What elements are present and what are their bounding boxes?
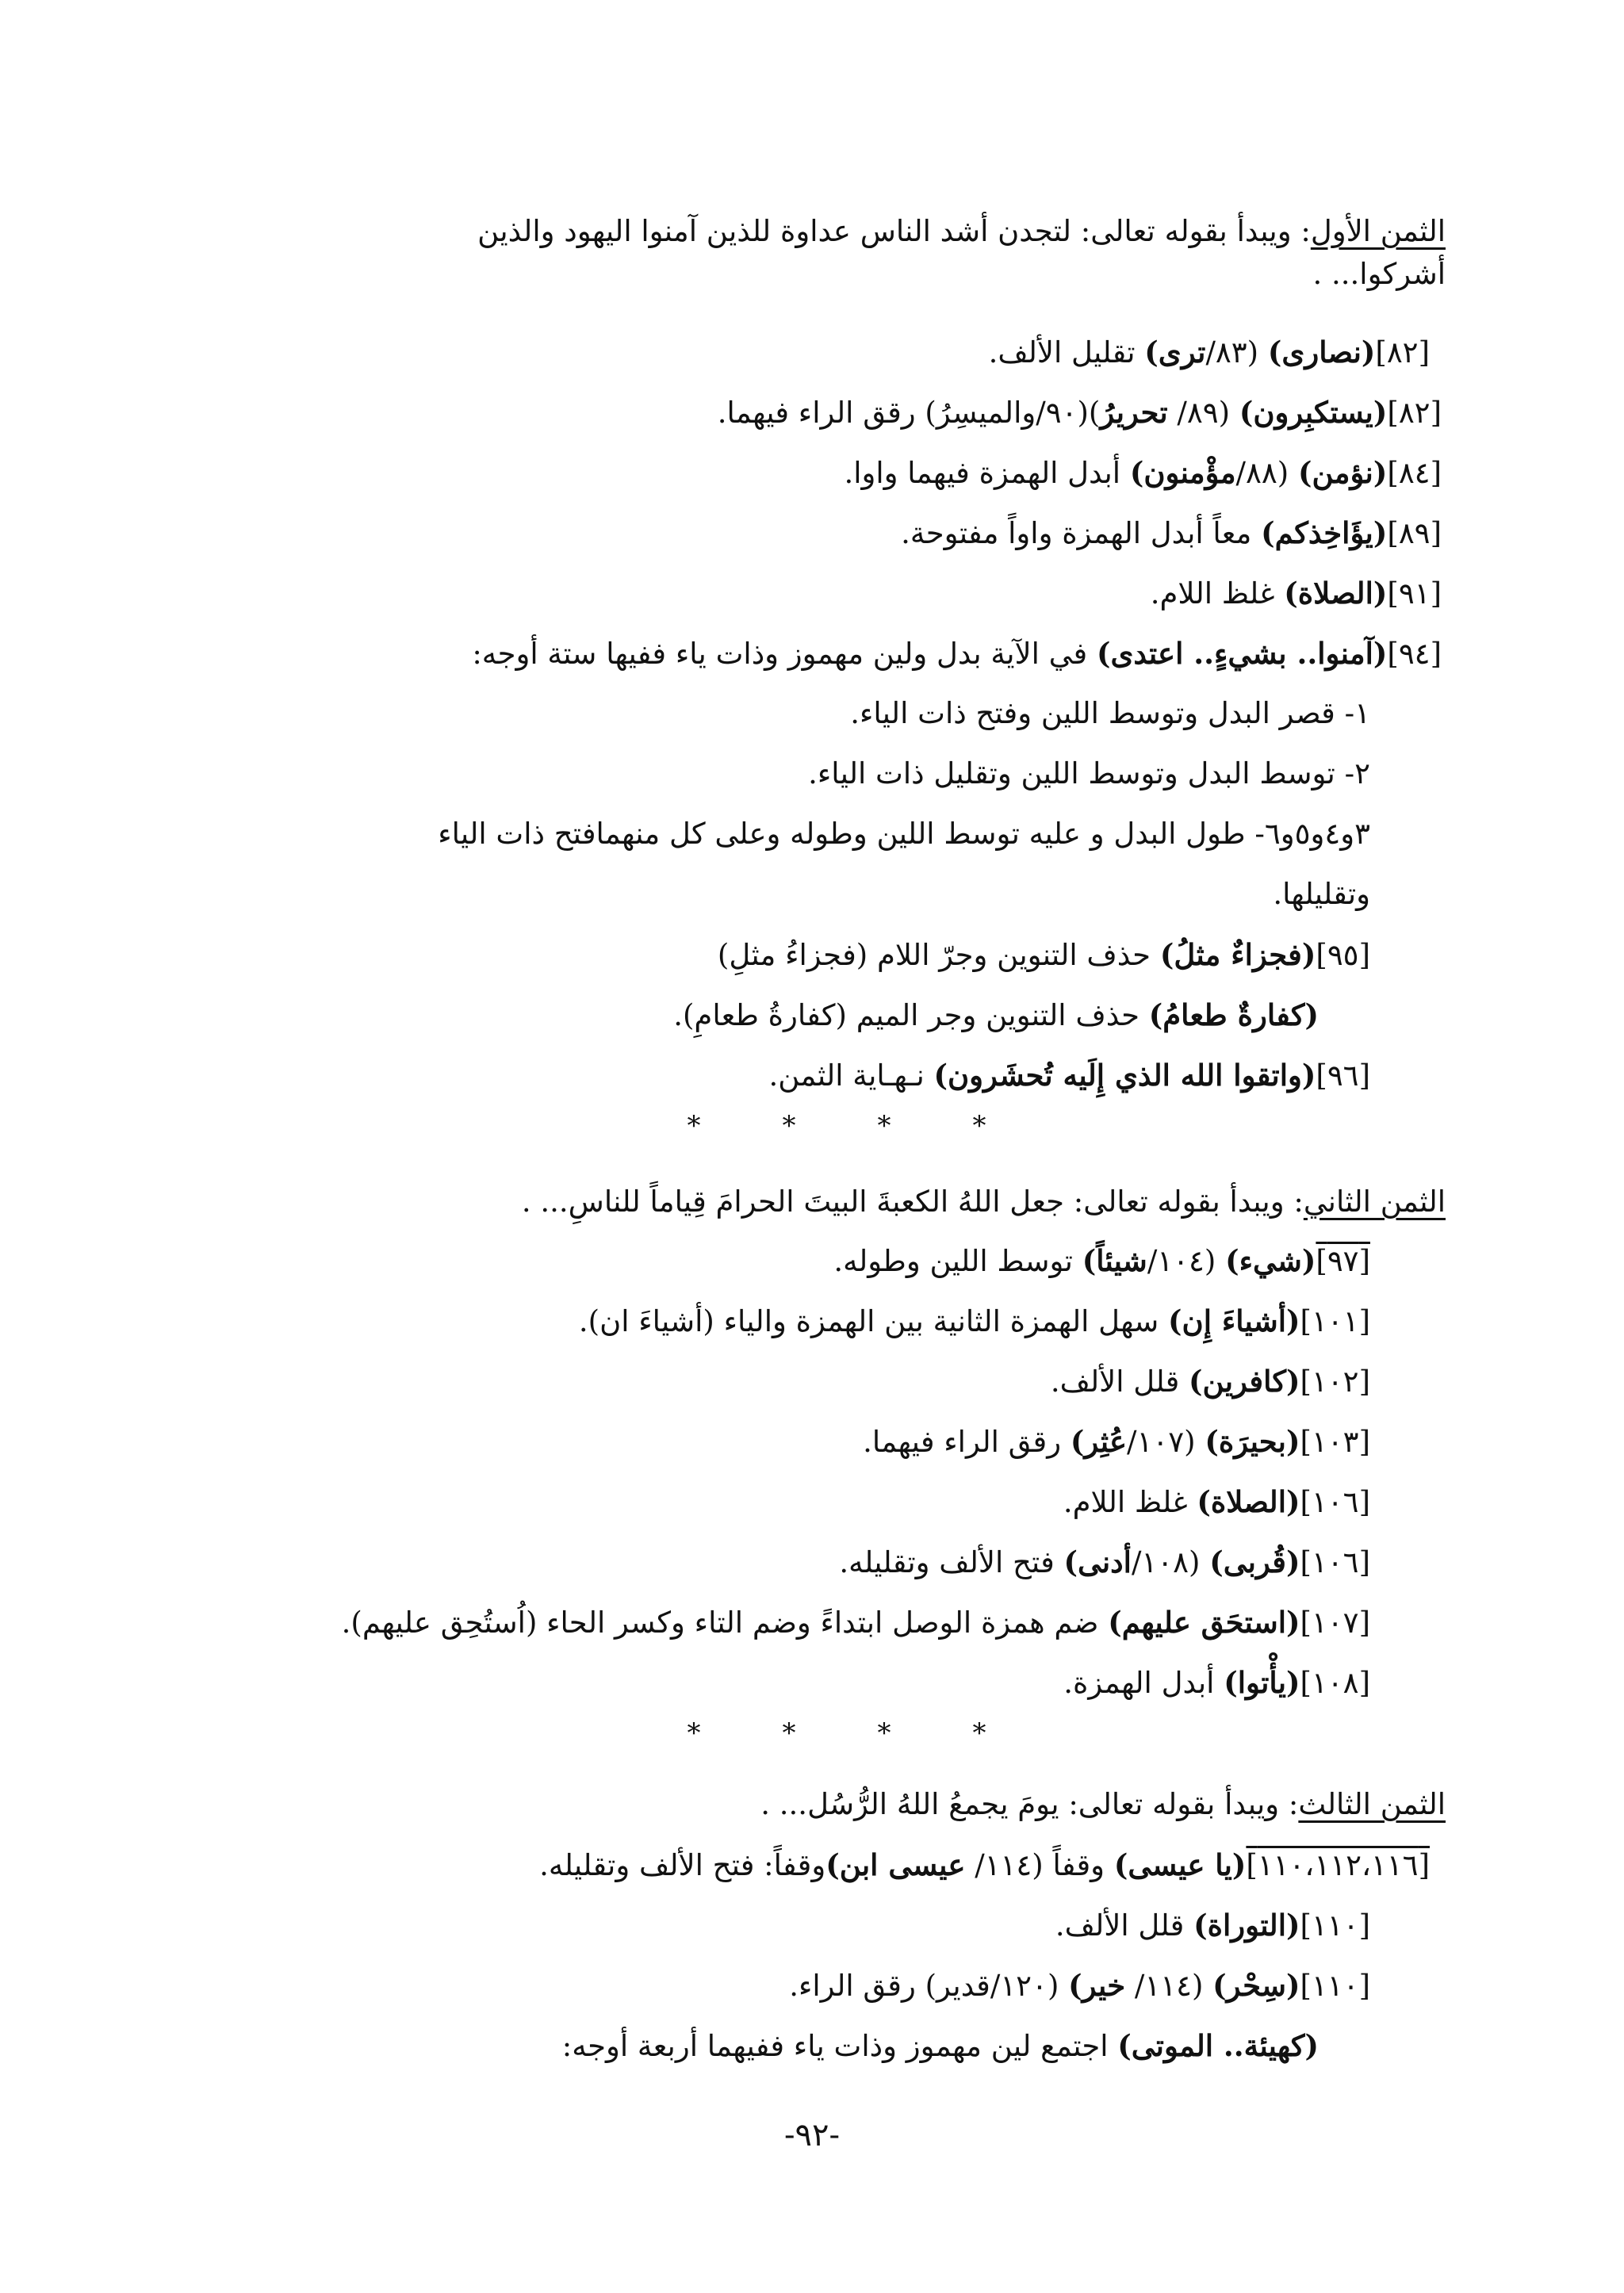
entry-line: [673, 991, 1319, 1039]
entry-line: [342, 1598, 1370, 1646]
entry-line: [718, 931, 1370, 978]
section1-intro-text: : ويبدأ بقوله تعالى: لتجدن أشد الناس عداوة للذين آمنوا اليهود والذين: [477, 214, 1311, 248]
term: (فجزاءٌ مثلُ): [1159, 937, 1316, 972]
term: ترى): [1144, 335, 1206, 369]
section1-intro: [477, 208, 1446, 255]
star: *: [782, 1110, 796, 1142]
star: *: [877, 1110, 891, 1142]
section3-label: الثمن الثالث: [1298, 1787, 1446, 1821]
entry-line: [1063, 1478, 1370, 1525]
entry-line: [789, 1962, 1370, 2009]
rule: أبدل الهمزة.: [1063, 1666, 1224, 1700]
term: (سِحْر): [1212, 1968, 1300, 2003]
term: (استحَق عليهم): [1108, 1605, 1300, 1640]
rule: غلظ اللام.: [1063, 1485, 1197, 1519]
list-item: ١- قصر البدل وتوسط اللين وفتح ذات الياء.: [850, 696, 1370, 730]
list-item: ٣و٤و٥و٦- طول البدل و عليه توسط اللين وطوله وعلى كل منهمافتح ذات الياء: [438, 817, 1370, 851]
star: *: [972, 1110, 986, 1142]
ref: [٩٦]: [1316, 1058, 1370, 1093]
term: (الصلاة): [1197, 1484, 1300, 1519]
term: (التوراة): [1193, 1908, 1300, 1943]
list-item: ٢- توسط البدل وتوسط اللين وتقليل ذات الياء.: [808, 756, 1370, 790]
mid: (٨٩/: [1167, 396, 1239, 430]
term: (كافرين): [1189, 1364, 1300, 1399]
rule: ضم همزة الوصل ابتداءً وضم التاء وكسر الحاء (اُستُحِق عليهم).: [341, 1606, 1109, 1640]
term: شيئاً): [1082, 1243, 1147, 1278]
rule: اجتمع لين مهموز وذات ياء ففيهما أربعة أوجه:: [561, 2029, 1118, 2063]
term: (يأْتوا): [1224, 1665, 1300, 1700]
ref: [٨٤]: [1387, 456, 1442, 490]
entry-line: [1051, 1357, 1370, 1405]
entry-line: [562, 2022, 1319, 2069]
term: (نصارى): [1267, 335, 1376, 369]
rule: نـهـاية الثمن.: [768, 1058, 934, 1093]
entry-line: [1055, 1901, 1370, 1949]
rule: في الآية بدل ولين مهموز وذات ياء ففيها ستة أوجه:: [472, 637, 1097, 671]
ref: [١٠٢]: [1300, 1365, 1370, 1399]
entry-line: [844, 449, 1442, 496]
rule: (١٢٠/قدير) رقق الراء.: [789, 1969, 1069, 2003]
section2-label: الثمن الثاني: [1303, 1185, 1446, 1219]
term: (كفارةٌ طعامُ): [1148, 997, 1319, 1032]
term: (بحيرَة): [1205, 1424, 1300, 1459]
rule: حذف التنوين وجرّ اللام (فجزاءُ مثلِ): [717, 938, 1160, 972]
separator-stars: [646, 1717, 1027, 1749]
term: (يستكبِرون): [1239, 395, 1388, 430]
entry-line: [989, 328, 1430, 376]
section1-label: الثمن الأول: [1310, 214, 1446, 248]
term: تحريرُ: [1100, 395, 1168, 430]
rule: قلل الألف.: [1055, 1908, 1194, 1943]
entry-line: [1151, 569, 1442, 617]
ref: [٩١]: [1387, 576, 1442, 611]
mid: وقفاً (١١٤/: [965, 1848, 1114, 1882]
section2-intro: [522, 1178, 1446, 1226]
entry-line: [472, 630, 1442, 677]
rule: معاً أبدل الهمزة واواً مفتوحة.: [901, 516, 1262, 550]
rule: توسط اللين وطوله.: [833, 1244, 1082, 1278]
ref: [١١٠]: [1300, 1969, 1370, 2003]
star: *: [877, 1717, 891, 1749]
ref: [١١٠،١١٢،١١٦]: [1246, 1848, 1430, 1882]
term: (قُربى): [1209, 1545, 1300, 1579]
rule: سهل الهمزة الثانية بين الهمزة والياء (أشياءَ ان).: [578, 1304, 1169, 1338]
term: (واتقوا الله الذي إِلَيه تُحشَرون): [933, 1058, 1316, 1093]
ref: [١٠٨]: [1300, 1666, 1370, 1700]
term: عُثِر): [1070, 1424, 1128, 1459]
entry-line: [863, 1418, 1370, 1465]
mid: (٨٣/: [1205, 335, 1268, 369]
rule: وقفاً: فتح الألف وتقليله.: [539, 1848, 826, 1882]
rule: )(٩٠/والميسِرُ) رقق الراء فيهما.: [717, 396, 1101, 430]
ref: [٨٢]: [1375, 335, 1430, 369]
ref: [١١٠]: [1300, 1908, 1370, 1943]
mid: (١١٤/: [1125, 1969, 1213, 2003]
ref: [١٠٣]: [1300, 1425, 1370, 1459]
term: (آمنوا.. بشيءٍ.. اعتدى): [1096, 636, 1388, 671]
term: الموتى): [1117, 2028, 1224, 2063]
section3-intro-text: : ويبدأ بقوله تعالى: يومَ يجمعُ اللهُ الرُّسُل... .: [760, 1787, 1299, 1821]
entry-line: [1063, 1659, 1370, 1706]
term: (أشياءَ إِن): [1168, 1303, 1300, 1338]
rule: حذف التنوين وجر الميم (كفارةُ طعامِ).: [673, 998, 1149, 1032]
entry-line: [839, 1538, 1370, 1586]
ref: [١٠١]: [1300, 1304, 1370, 1338]
term: (كهيئة..: [1223, 2028, 1319, 2063]
mid: (١٠٧/: [1127, 1425, 1205, 1459]
section1-intro-cont: أشركوا... .: [1312, 257, 1446, 291]
term: (شيء): [1225, 1243, 1316, 1278]
entry-line: [833, 1237, 1370, 1284]
term: (يا عيسى): [1113, 1847, 1247, 1882]
rule: رقق الراء فيهما.: [863, 1425, 1071, 1459]
star: *: [782, 1717, 796, 1749]
entry-line: [539, 1841, 1430, 1889]
ref: [٩٧]: [1316, 1244, 1370, 1278]
star: *: [972, 1717, 986, 1749]
section3-intro: [760, 1781, 1446, 1828]
page-number: -٩٢-: [784, 2117, 840, 2153]
ref: [١٠٧]: [1300, 1606, 1370, 1640]
ref: [٨٩]: [1387, 516, 1442, 550]
entry-line: [901, 509, 1442, 557]
section2-intro-text: : ويبدأ بقوله تعالى: جعل اللهُ الكعبةَ البيتَ الحرامَ قِياماً للناسِ... .: [521, 1185, 1304, 1219]
mid: (٨٨/: [1235, 456, 1298, 490]
term: خير): [1068, 1968, 1126, 2003]
term: (نؤمن): [1297, 455, 1388, 490]
entry-line: [579, 1297, 1370, 1345]
rule: فتح الألف وتقليله.: [839, 1545, 1064, 1579]
rule: قلل الألف.: [1050, 1365, 1189, 1399]
separator-stars: [646, 1110, 1027, 1142]
rule: غلظ اللام.: [1150, 576, 1285, 611]
ref: [٩٤]: [1387, 637, 1442, 671]
mid: (١٠٤/: [1147, 1244, 1226, 1278]
ref: [١٠٦]: [1300, 1545, 1370, 1579]
rule: أبدل الهمزة فيهما واوا.: [844, 456, 1130, 490]
entry-line: [769, 1051, 1371, 1099]
term: (يؤَاخِذكم): [1261, 515, 1388, 550]
list-item: وتقليلها.: [1273, 877, 1370, 911]
term: مؤْمنون): [1129, 455, 1236, 490]
ref: [١٠٦]: [1300, 1485, 1370, 1519]
star: *: [687, 1110, 701, 1142]
star: *: [687, 1717, 701, 1749]
term: أدنى): [1063, 1545, 1132, 1579]
term: (الصلاة): [1284, 576, 1388, 611]
ref: [٩٥]: [1316, 938, 1370, 972]
rule: تقليل الألف.: [988, 335, 1145, 369]
mid: (١٠٨/: [1131, 1545, 1210, 1579]
term: عيسى ابن): [825, 1847, 966, 1882]
ref: [٨٢]: [1387, 396, 1442, 430]
entry-line: [718, 389, 1442, 436]
